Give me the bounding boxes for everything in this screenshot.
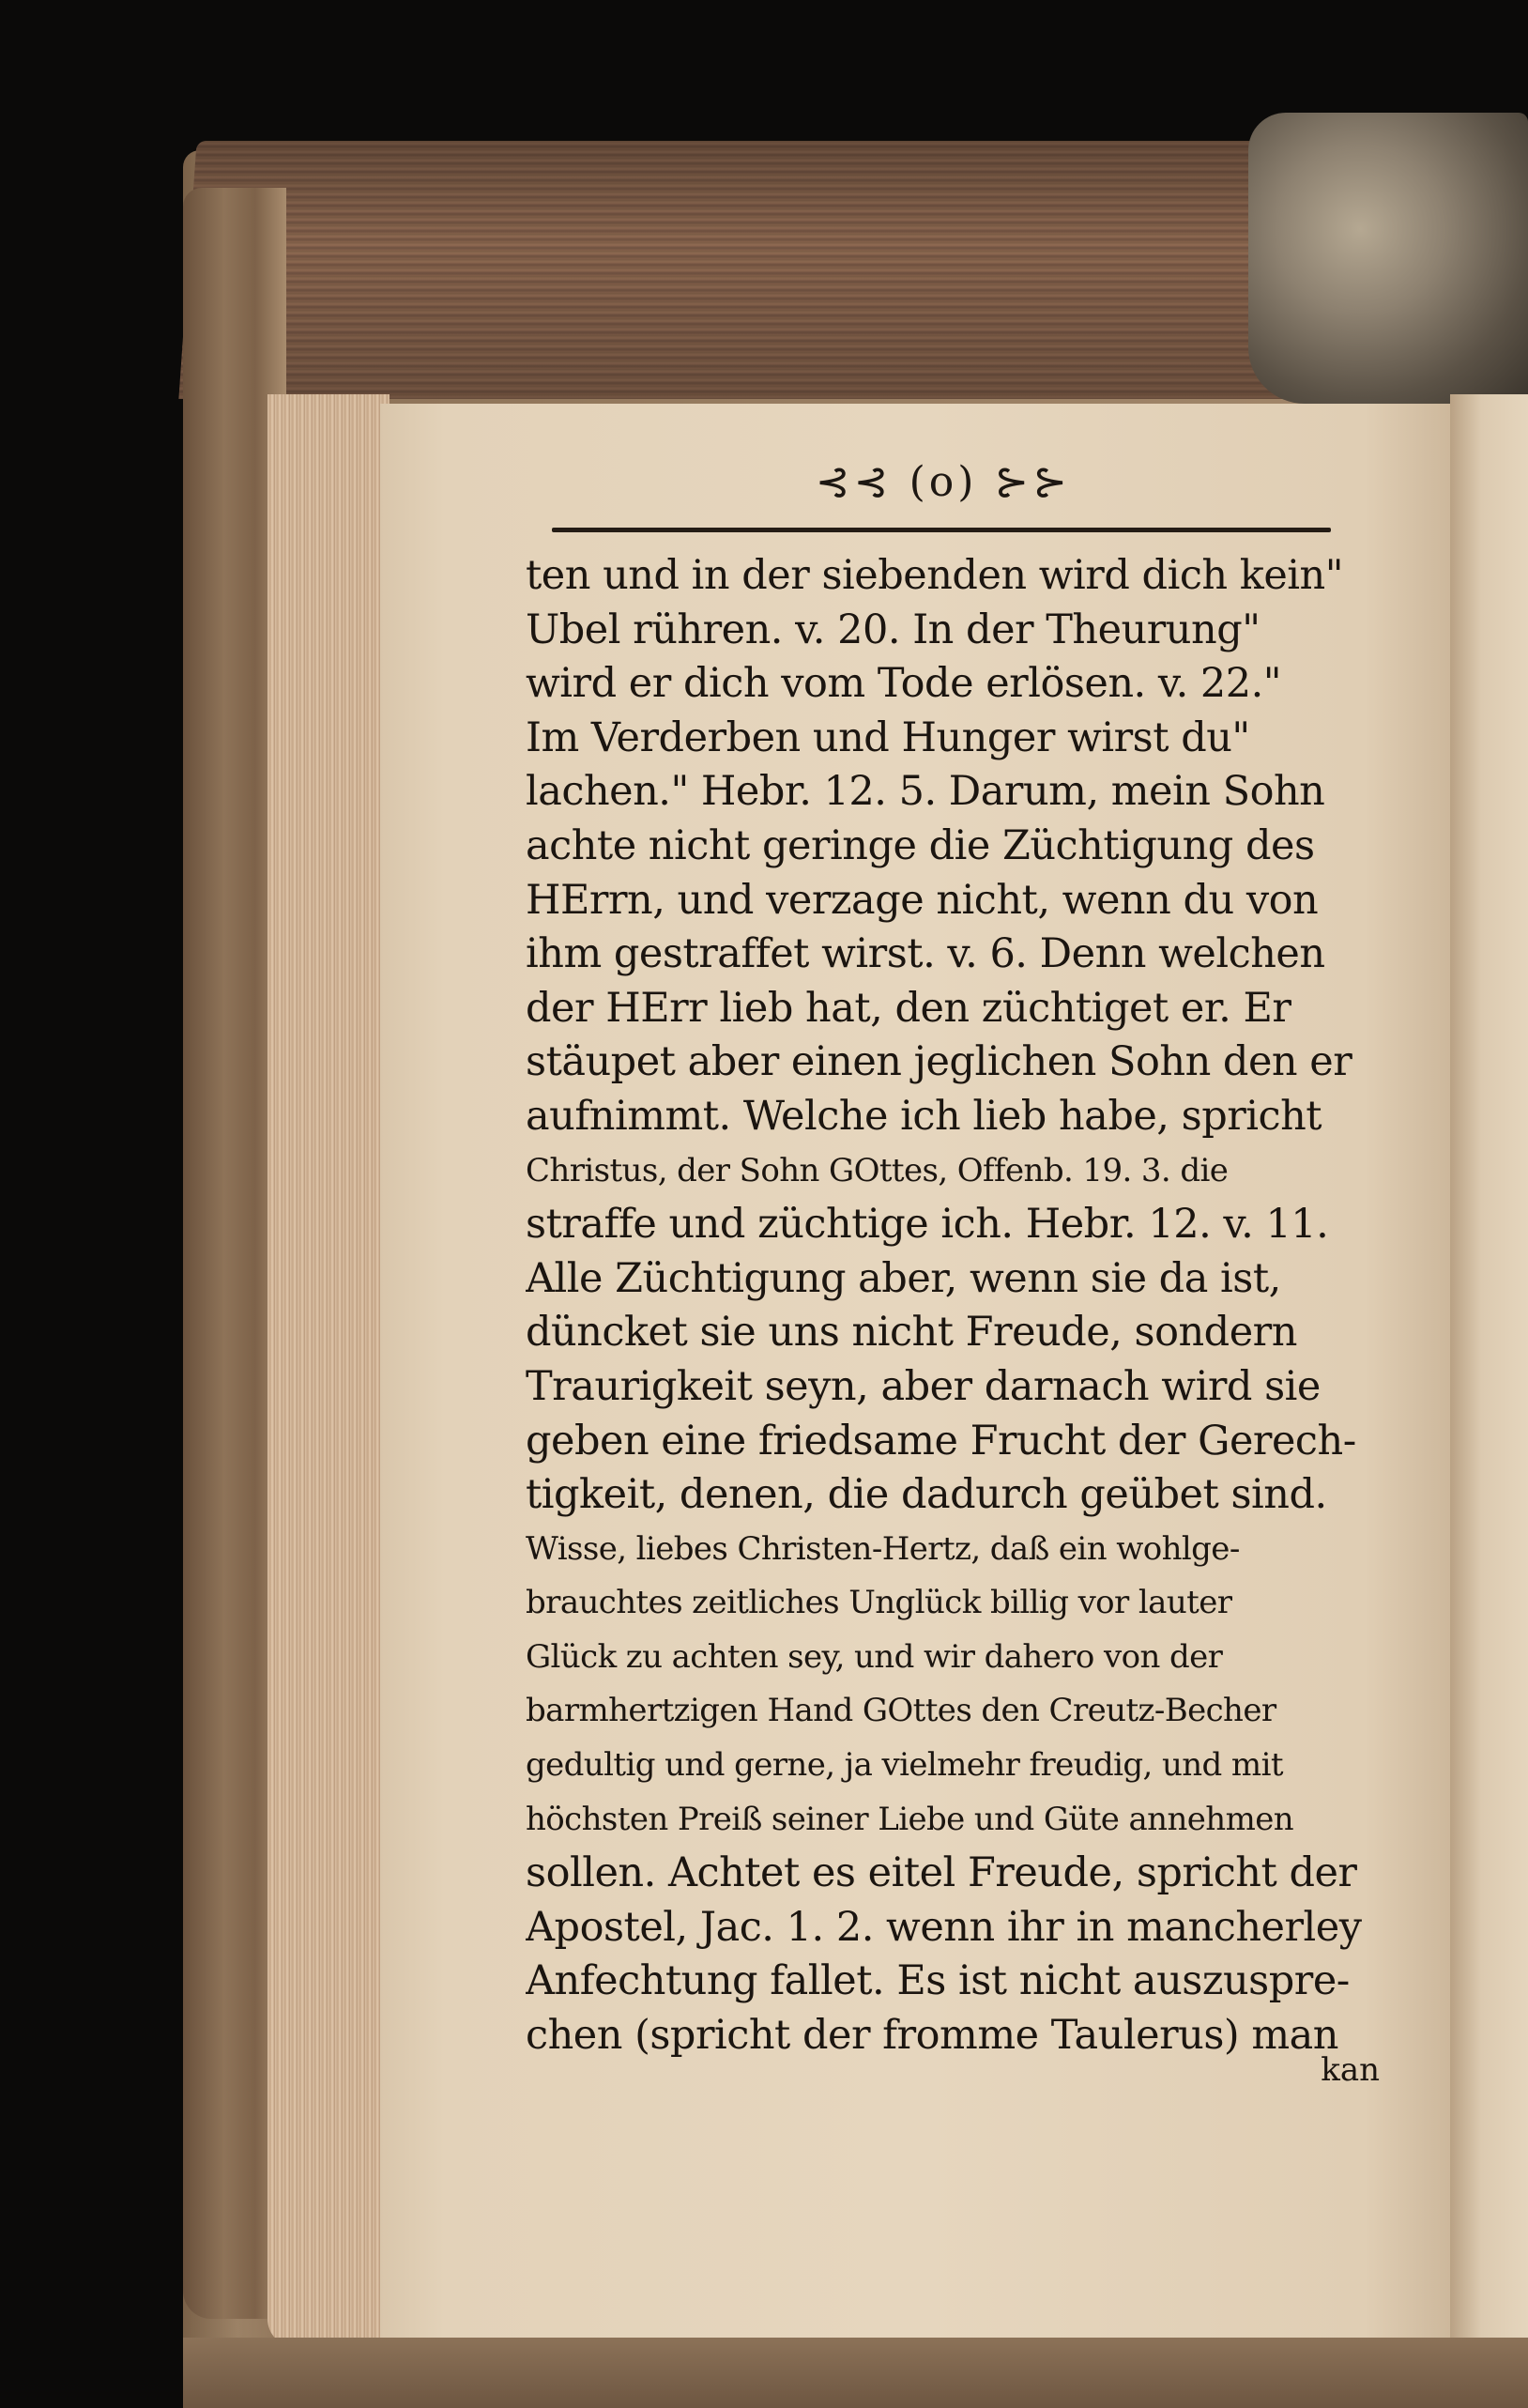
book-bottom-edge (183, 2338, 1528, 2408)
text-line: Traurigkeit seyn, aber darnach wird sie (526, 1362, 1321, 1410)
text-line: geben eine friedsame Frucht der Gerech- (526, 1417, 1356, 1465)
facing-page (1450, 394, 1528, 2347)
text-line: ihm gestraffet wirst. v. 6. Denn welchen (526, 930, 1325, 978)
text-line: Glück zu achten sey, und wir dahero von der (526, 1637, 1223, 1676)
text-line: stäupet aber einen jeglichen Sohn den er (526, 1038, 1352, 1086)
text-line: gedultig und gerne, ja vielmehr freudig, und mit (526, 1746, 1283, 1785)
text-line: Wisse, liebes Christen-Hertz, daß ein wohlge- (526, 1529, 1240, 1568)
book-top-edge-shade (178, 141, 1416, 399)
text-line: tigkeit, denen, die dadurch geübet sind. (526, 1471, 1327, 1519)
text-line: sollen. Achtet es eitel Freude, spricht der (526, 1849, 1357, 1897)
text-line: brauchtes zeitliches Unglück billig vor lauter (526, 1584, 1232, 1622)
text-line: straffe und züchtige ich. Hebr. 12. v. 11. (526, 1201, 1329, 1249)
text-line: der HErr lieb hat, den züchtiget er. Er (526, 984, 1291, 1032)
text-line: Im Verderben und Hunger wirst du" (526, 713, 1250, 761)
page-header: ⊰⊰ (o) ⊱⊱ (815, 458, 1072, 506)
text-line: Alle Züchtigung aber, wenn sie da ist, (526, 1254, 1281, 1302)
text-line: ten und in der siebenden wird dich kein" (526, 552, 1344, 599)
text-line: düncket sie uns nicht Freude, sondern (526, 1309, 1297, 1357)
text-line: Christus, der Sohn GOttes, Offenb. 19. 3. die (526, 1151, 1229, 1189)
text-line: aufnimmt. Welche ich lieb habe, spricht (526, 1092, 1322, 1140)
text-line: höchsten Preiß seiner Liebe und Güte annehmen (526, 1800, 1294, 1838)
text-line: Ubel rühren. v. 20. In der Theurung" (526, 606, 1261, 653)
header-rule (552, 528, 1331, 532)
text-line: chen (spricht der fromme Taulerus) man (526, 2012, 1338, 2060)
text-line: wird er dich vom Tode erlösen. v. 22." (526, 660, 1282, 708)
text-line: barmhertzigen Hand GOttes den Creutz-Becher (526, 1692, 1276, 1730)
body-text (526, 549, 1375, 2063)
book-headband (1248, 113, 1528, 404)
page-stack-edge (267, 394, 390, 2347)
text-line: Apostel, Jac. 1. 2. wenn ihr in mancherley (526, 1903, 1362, 1951)
text-line: HErrn, und verzage nicht, wenn du von (526, 876, 1319, 924)
text-line: achte nicht geringe die Züchtigung des (526, 821, 1315, 869)
text-line: lachen." Hebr. 12. 5. Darum, mein Sohn (526, 768, 1325, 816)
catchword: kan (1321, 2051, 1380, 2089)
text-line: Anfechtung fallet. Es ist nicht auszusprе- (526, 1957, 1350, 2005)
